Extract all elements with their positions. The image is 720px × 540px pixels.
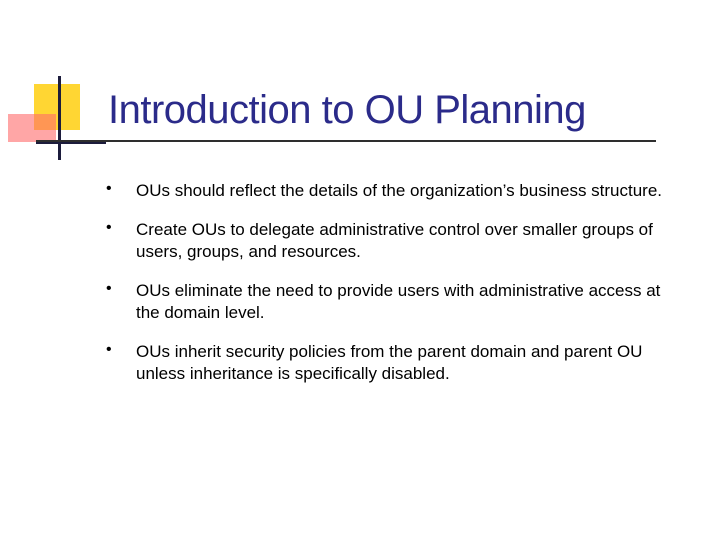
bullet-text: OUs should reflect the details of the organization’s business structure.: [136, 181, 663, 200]
bullet-item: [104, 180, 664, 202]
bullet-icon: •: [106, 219, 112, 236]
title-divider: [36, 140, 656, 142]
bullet-text: OUs eliminate the need to provide users with administrative access at the domain level.: [136, 281, 661, 322]
bullet-list: [104, 180, 664, 402]
bullet-item: [104, 280, 664, 324]
vertical-line: [58, 76, 61, 160]
bullet-text: Create OUs to delegate administrative control over smaller groups of users, groups, and resources.: [136, 220, 653, 261]
horizontal-line: [36, 142, 106, 144]
bullet-icon: •: [106, 180, 112, 197]
bullet-icon: •: [106, 280, 112, 297]
red-rectangle: [8, 114, 56, 142]
bullet-item: [104, 219, 664, 263]
bullet-text: OUs inherit security policies from the parent domain and parent OU unless inheritance is specifically disabled.: [136, 342, 643, 383]
bullet-icon: •: [106, 341, 112, 358]
slide-title: Introduction to OU Planning: [108, 88, 586, 132]
bullet-item: [104, 341, 664, 385]
decorative-logo: [0, 0, 110, 170]
